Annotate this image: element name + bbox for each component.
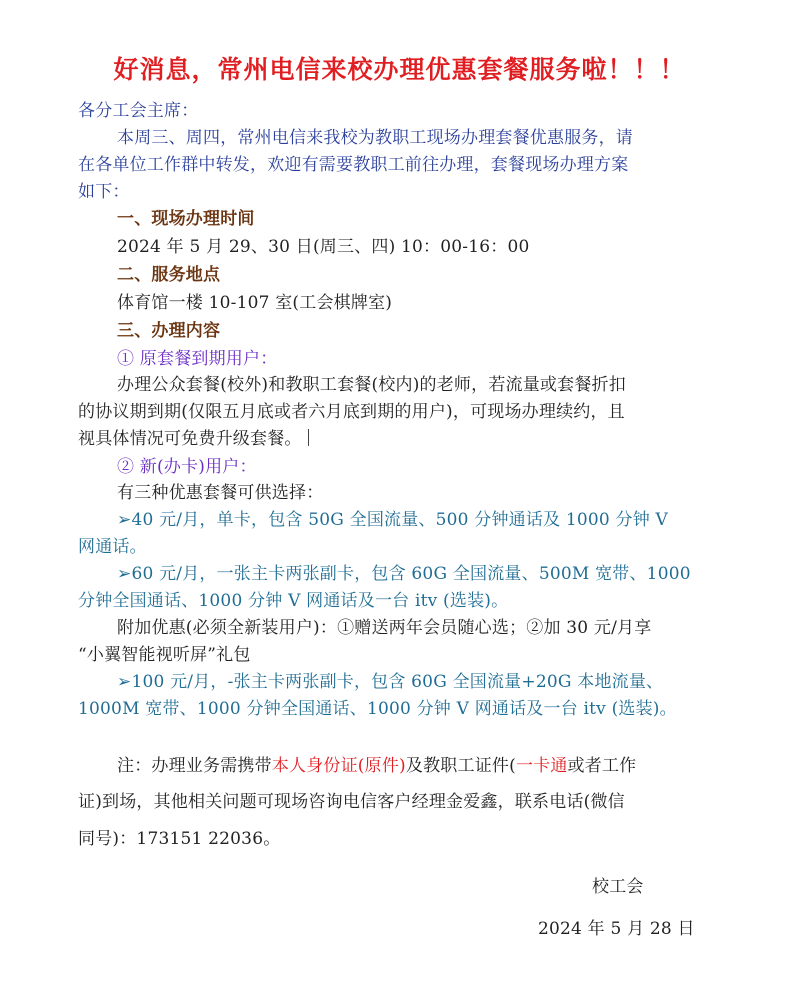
intro-line: 在各单位工作群中转发，欢迎有需要教职工前往办理，套餐现场办理方案: [78, 155, 629, 175]
plan-60-line: ➢60 元/月，一张主卡两张副卡，包含 60G 全国流量、500M 宽带、1000: [117, 564, 691, 584]
note-campus-card: 一卡通: [515, 756, 568, 776]
plan-40-line: ➢40 元/月，单卡，包含 50G 全国流量、500 分钟通话及 1000 分钟 V: [117, 510, 669, 530]
plan-100-line: 1000M 宽带、1000 分钟全国通话、1000 分钟 V 网通话及一台 itv (选装)。: [78, 699, 677, 719]
greeting: 各分工会主席：: [78, 101, 199, 121]
date: 2024 年 5 月 28 日: [538, 919, 695, 939]
plan-100-line: ➢100 元/月，-张主卡两张副卡，包含 60G 全国流量+20G 本地流量、: [117, 672, 664, 692]
new-users-intro: 有三种优惠套餐可供选择：: [117, 483, 324, 503]
extra-offer-line: “小翼智能视听屏”礼包: [78, 645, 251, 665]
intro-line: 如下：: [78, 182, 130, 202]
section-heading-time: 一、现场办理时间: [117, 209, 255, 229]
note-line: 证)到场，其他相关问题可现场咨询电信客户经理金爱鑫，联系电话(微信: [78, 792, 625, 812]
subheading-expiring-users: ① 原套餐到期用户：: [117, 349, 278, 369]
page-title: 好消息，常州电信来校办理优惠套餐服务啦！！！: [113, 55, 686, 84]
plan-60-line: 分钟全国通话、1000 分钟 V 网通话及一台 itv (选装)。: [78, 591, 509, 611]
plan-40-line: 网通话。: [78, 537, 147, 557]
extra-offer-line: 附加优惠(必须全新装用户)：①赠送两年会员随心选；②加 30 元/月享: [117, 618, 652, 638]
note-middle: 及教职工证件(: [405, 756, 516, 776]
expiring-users-text-end: 视具体情况可免费升级套餐。: [78, 429, 302, 449]
note-id-card: 本人身份证(原件): [271, 756, 406, 776]
note-line: [117, 755, 636, 777]
service-location: 体育馆一楼 10-107 室(工会棋牌室): [117, 293, 393, 313]
service-time: 2024 年 5 月 29、30 日(周三、四) 10：00-16：00: [117, 237, 530, 257]
expiring-users-text: 的协议期到期(仅限五月底或者六月底到期的用户)，可现场办理续约，且: [78, 402, 625, 422]
text-cursor: [308, 429, 309, 446]
section-heading-location: 二、服务地点: [117, 265, 221, 285]
expiring-users-text: [78, 428, 309, 450]
subheading-new-users: ② 新(办卡)用户：: [117, 457, 257, 477]
note-prefix: 注：办理业务需携带: [117, 756, 272, 776]
note-suffix: 或者工作: [567, 756, 637, 776]
intro-line: 本周三、周四，常州电信来我校为教职工现场办理套餐优惠服务，请: [117, 128, 633, 148]
signature: 校工会: [592, 877, 644, 897]
expiring-users-text: 办理公众套餐(校外)和教职工套餐(校内)的老师，若流量或套餐折扣: [117, 375, 626, 395]
note-line: 同号)：173151 22036。: [78, 829, 281, 849]
section-heading-content: 三、办理内容: [117, 321, 221, 341]
